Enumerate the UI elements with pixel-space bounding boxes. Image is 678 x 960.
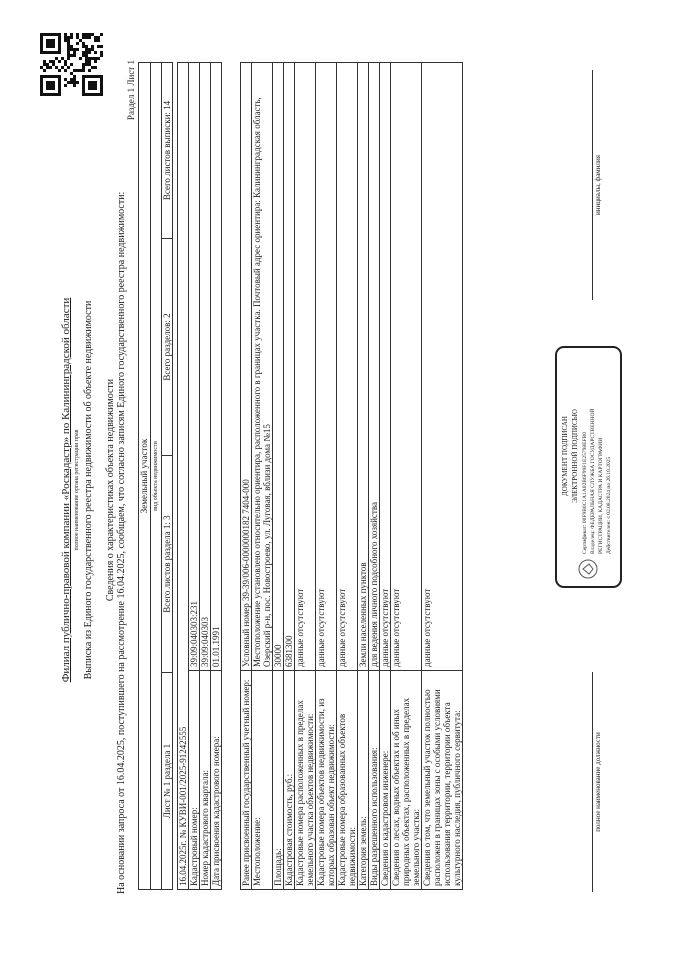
identity-value: 39:09:040303 [200,63,211,671]
doc-ref: 16.04.2025г. № КУВИ-001/2025-91242555 [178,63,189,890]
qr-module [97,57,100,60]
detail-value: данные отсутствуют [422,63,463,671]
qr-module [100,75,103,78]
qr-module [52,60,55,63]
qr-module [94,87,97,90]
qr-module [52,42,55,45]
qr-module [100,33,103,36]
qr-module [58,87,61,90]
qr-module [73,51,76,54]
qr-module [94,66,97,69]
detail-label: Ранее присвоенный государственный учетный номер: [241,671,252,890]
qr-module [40,81,43,84]
org-title: Филиал публично-правовой компании «Роскадастр» по Калининградской области [60,297,72,683]
detail-label: Кадастровые номера образованных объектов недвижимости: [337,671,358,890]
table-row [391,63,422,890]
qr-module [79,57,82,60]
emblem-icon [577,558,599,580]
qr-module [58,42,61,45]
qr-module [88,60,91,63]
total-sections: Всего разделов: 2 [162,239,173,456]
qr-module [64,69,67,72]
qr-module [88,51,91,54]
qr-module [73,84,76,87]
qr-module [40,39,43,42]
qr-module [58,84,61,87]
qr-module [76,48,79,51]
qr-module [52,39,55,42]
qr-module [82,84,85,87]
qr-module [40,36,43,39]
table-row [337,63,358,890]
qr-module [100,78,103,81]
sig-title-2: ЭЛЕКТРОННОЙ ПОДПИСЬЮ [571,409,579,503]
qr-module [76,81,79,84]
qr-module [40,42,43,45]
detail-label: Кадастровые номера объектов недвижимости, из которых образован объект недвижимости: [316,671,337,890]
section-label: Раздел 1 Лист 1 [126,60,136,121]
qr-module [52,84,55,87]
detail-label: Местоположение: [252,671,273,890]
identity-label: Номер кадастрового квартала: [200,671,211,890]
qr-module [58,36,61,39]
qr-module [97,36,100,39]
qr-module [82,87,85,90]
qr-module [52,45,55,48]
section-title: Сведения о характеристиках объекта недвижимости [105,378,116,602]
qr-module [73,54,76,57]
detail-value: данные отсутствуют [316,63,337,671]
qr-module [91,45,94,48]
qr-module [82,69,85,72]
qr-module [76,33,79,36]
sheet-info-table [138,62,173,890]
detail-label: Сведения о кадастровом инженере: [380,671,391,890]
qr-module [67,39,70,42]
detail-value: данные отсутствуют [391,63,422,671]
qr-module [40,78,43,81]
detail-value: данные отсутствуют [295,63,316,671]
table-row [284,63,295,890]
table-row [422,63,463,890]
qr-module [58,60,61,63]
qr-module [67,66,70,69]
qr-module [40,45,43,48]
qr-module [70,36,73,39]
qr-module [43,69,46,72]
table-row [241,63,252,890]
qr-module [82,66,85,69]
table-row [273,63,284,890]
detail-label: Категория земель: [358,671,369,890]
qr-module [94,84,97,87]
table-row [369,63,380,890]
detail-label: Кадастровые номера расположенных в пределах земельного участка объектов недвижимости: [295,671,316,890]
qr-module [52,87,55,90]
object-name: Земельный участок [139,63,151,890]
name-caption: инициалы, фамилия [594,155,602,215]
detail-label: Сведения о лесах, водных объектах и об иных природных объектах, расположенных в пределах земельного участка: [391,671,422,890]
qr-module [58,81,61,84]
qr-module [82,81,85,84]
org-subtitle: полное наименование органа регистрации прав [74,429,80,551]
qr-module [58,75,61,78]
detail-label: Виды разрешенного использования: [369,671,380,890]
qr-module [100,51,103,54]
qr-module [100,93,103,96]
qr-module [94,51,97,54]
position-caption: полное наименование должности [594,732,602,832]
qr-module [49,66,52,69]
table-row [200,63,211,890]
qr-module [100,87,103,90]
qr-module [100,54,103,57]
detail-value: Местоположение установлено относительно ориентира, расположенного в границах участка. Почтовый адрес ориентира: Калининградская область, Озерский р-н, пос. Новостроево, ул. Луговая, вблизи дома №15 [252,63,273,671]
detail-value: данные отсутствуют [380,63,391,671]
qr-module [40,84,43,87]
sig-cert: Сертификат: 00F9B0C1A1A02B6F99F1E25798EFB0 [582,432,588,554]
qr-code [40,34,102,96]
qr-module [58,45,61,48]
qr-module [97,39,100,42]
detail-value: для ведения личного подсобного хозяйства [369,63,380,671]
qr-module [88,69,91,72]
sig-title-1: ДОКУМЕНТ ПОДПИСАН [561,416,569,496]
qr-module [100,45,103,48]
qr-module [73,75,76,78]
qr-module [94,60,97,63]
table-row [358,63,369,890]
table-row [252,63,273,890]
detail-label: Площадь: [273,671,284,890]
detail-value: данные отсутствуют [337,63,358,671]
qr-module [100,84,103,87]
qr-module [64,60,67,63]
qr-module [58,93,61,96]
object-kind-caption: вид объекта недвижимости [151,63,162,890]
detail-label: Кадастровая стоимость, руб.: [284,671,295,890]
identity-label: Дата присвоения кадастрового номера: [211,671,222,890]
qr-module [70,33,73,36]
details-table [240,62,463,890]
sig-valid: Действителен: с 02.08.2024 по 26.10.2025 [606,456,612,554]
qr-module [58,51,61,54]
detail-value: 30000 [273,63,284,671]
sheet-section: Лист № 1 раздела 1 [162,673,173,890]
table-row [211,63,222,890]
identity-label: Кадастровый номер: [189,671,200,890]
qr-module [58,48,61,51]
qr-module [70,63,73,66]
detail-value: Условный номер 39-39/006-0000000182 7404-000 [241,63,252,671]
qr-module [100,81,103,84]
detail-value: Земли населенных пунктов [358,63,369,671]
table-row [316,63,337,890]
identity-value: 39:09:040303:231 [189,63,200,671]
qr-module [94,81,97,84]
table-row [295,63,316,890]
sig-owner-2: РЕГИСТРАЦИИ, КАДАСТРА И КАРТОГРАФИИ [598,437,604,554]
qr-module [82,78,85,81]
identity-value: 01.01.1991 [211,63,222,671]
qr-module [76,42,79,45]
qr-module [58,69,61,72]
qr-module [52,81,55,84]
total-sheets: Всего листов выписки: 14 [162,63,173,239]
qr-module [67,57,70,60]
identity-table [177,62,222,890]
qr-module [88,36,91,39]
basis-text: На основании запроса от 16.04.2025, поступившего на рассмотрение 16.04.2025, сообщаем, что согласно записям Единого государственного реестра недвижимости: [116,191,127,894]
qr-module [64,84,67,87]
e-signature-stamp [555,346,622,588]
position-line [592,672,593,892]
qr-module [100,90,103,93]
qr-module [58,90,61,93]
table-row [189,63,200,890]
table-row [380,63,391,890]
total-sheets-section: Всего листов раздела 1: 3 [162,456,173,673]
detail-value: 6381300 [284,63,295,671]
detail-label: Сведения о том, что земельный участок полностью расположен в границах зоны с особыми условиями использования территории, территории объекта культурного наследия, публичного сервитута: [422,671,463,890]
qr-module [40,87,43,90]
name-line [592,70,593,300]
qr-module [58,39,61,42]
doc-title: Выписка из Единого государственного реестра недвижимости об объекте недвижимости [83,300,94,680]
qr-module [58,33,61,36]
sig-owner-1: Владелец: ФЕДЕРАЛЬНАЯ СЛУЖБА ГОСУДАРСТВЕННОЙ [590,408,596,554]
qr-module [58,78,61,81]
